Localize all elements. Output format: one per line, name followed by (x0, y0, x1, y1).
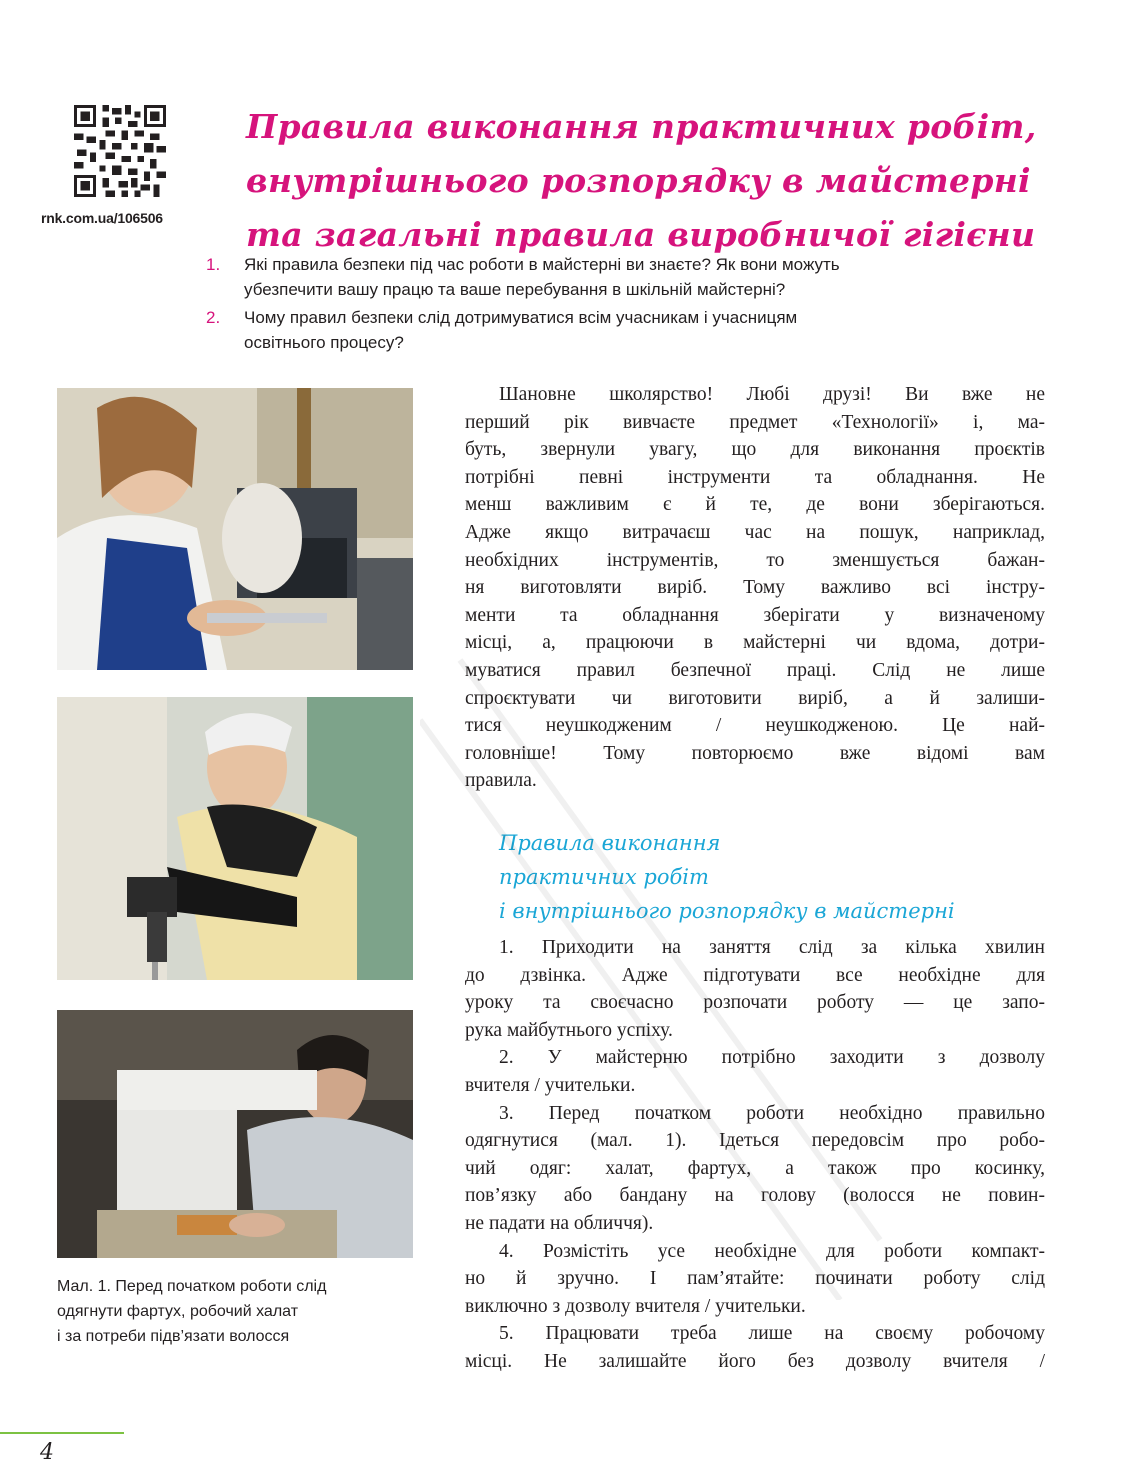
rule-line: одягнутися (мал. 1). Ідеться передовсім про робо- (465, 1130, 1045, 1152)
qr-link[interactable]: rnk.com.ua/106506 (41, 210, 163, 226)
rule-line: вчителя / учительки. (465, 1074, 636, 1096)
title-line: та загальні правила виробничої гігієни (246, 215, 1036, 254)
rule-line: 4. Розмістіть усе необхідне для роботи компакт- (499, 1240, 1045, 1262)
rule-line: но й зручно. І пам’ятайте: починати роботу слід (465, 1268, 1045, 1290)
rule-line: 1. Приходити на заняття слід за кілька хвилин (499, 937, 1045, 958)
question-list (206, 252, 946, 358)
title-line: Правила виконання практичних робіт, (246, 107, 1037, 146)
rule-line: не падати на обличчя). (465, 1212, 654, 1234)
rule-line: 2. У майстерню потрібно заходити з дозволу (499, 1047, 1045, 1069)
rule-line: до дзвінка. Адже підготувати все необхідне для (465, 964, 1045, 986)
question-text: убезпечити вашу працю та ваше перебування в шкільній майстерні? (244, 280, 786, 299)
question-item (206, 252, 946, 302)
photo-sewing-machine (57, 1010, 413, 1258)
rule-line: рука майбутнього успіху. (465, 1019, 673, 1041)
text-line: необхідних інструментів, то зменшується бажан- (465, 549, 1045, 571)
question-text: освітнього процесу? (244, 333, 404, 352)
qr-code-icon[interactable] (74, 105, 166, 197)
subheading-line: і внутрішнього розпорядку в майстерні (499, 899, 955, 923)
rule-line: виключно з дозволу вчителя / учительки. (465, 1295, 806, 1317)
subheading-line: Правила виконання (499, 831, 721, 855)
text-line: місці, а, працюючи в майстерні чи вдома, дотри- (465, 632, 1045, 654)
caption-line: Мал. 1. Перед початком роботи слід (57, 1278, 327, 1295)
text-line: менти та обладнання зберігати у визначеному (465, 604, 1045, 626)
photo-drill-press (57, 388, 413, 670)
intro-paragraph (465, 381, 1045, 795)
question-text: Які правила безпеки під час роботи в майстерні ви знаєте? Як вони можуть (244, 255, 840, 274)
page-number: 4 (40, 1440, 54, 1465)
question-text: Чому правил безпеки слід дотримуватися всім учасникам і учасницям (244, 308, 798, 327)
text-line: Шановне школярство! Любі друзі! Ви вже не (499, 384, 1045, 405)
section-subheading (499, 826, 955, 928)
caption-line: одягнути фартух, робочий халат (57, 1303, 299, 1320)
text-line: спроєктувати чи виготовити виріб, а й залиши- (465, 687, 1045, 709)
text-line: перший рік вивчаєте предмет «Технології» і, ма- (465, 411, 1045, 433)
question-number: 2. (206, 308, 221, 327)
rule-line: уроку та своєчасно розпочати роботу — це запо- (465, 992, 1045, 1014)
rule-line: 5. Працювати треба лише на своєму робочому (499, 1323, 1045, 1345)
rule-line: пов’язку або бандану на голову (волосся не повин- (465, 1185, 1045, 1207)
question-item (206, 305, 946, 355)
rule-line: 3. Перед початком роботи необхідно правильно (499, 1102, 1045, 1124)
text-line: ня виготовляти виріб. Тому важливо всі інстру- (465, 577, 1045, 599)
rules-list (465, 934, 1045, 1376)
page-title (246, 100, 1037, 262)
figure-caption (57, 1274, 417, 1349)
title-line: внутрішнього розпорядку в майстерні (246, 161, 1031, 200)
text-line: Адже якщо витрачаєш час на пошук, наприклад, (465, 521, 1045, 543)
question-number: 1. (206, 255, 221, 274)
text-line: муватися правил безпечної праці. Слід не лише (465, 659, 1045, 681)
caption-line: і за потреби підв’язати волосся (57, 1328, 290, 1345)
subheading-line: практичних робіт (499, 865, 709, 889)
text-line: тися неушкодженим / неушкодженою. Це най- (465, 715, 1045, 737)
text-line: буть, звернули увагу, що для виконання проєктів (465, 439, 1045, 461)
footer-line (0, 1432, 124, 1434)
text-line: головніше! Тому повторюємо вже відомі вам (465, 742, 1045, 764)
text-line: менш важливим є й те, де вони зберігаються. (465, 494, 1045, 516)
photo-cordless-drill (57, 697, 413, 980)
rule-line: місці. Не залишайте його без дозволу вчителя / (465, 1350, 1045, 1372)
text-line: потрібні певні інструменти та обладнання. Не (465, 466, 1045, 488)
text-line: правила. (465, 770, 537, 792)
rule-line: чий одяг: халат, фартух, а також про косинку, (465, 1157, 1045, 1179)
